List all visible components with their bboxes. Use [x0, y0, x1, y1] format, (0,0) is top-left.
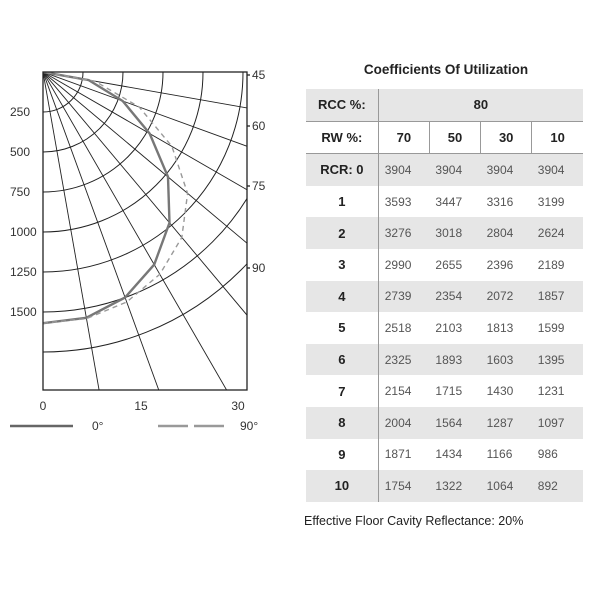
cu-row: [306, 186, 583, 218]
radial-tick-label: 1250: [10, 265, 37, 279]
cu-cell: 2354: [429, 281, 480, 313]
cu-cell: 2624: [532, 217, 583, 249]
polar-ring: [0, 0, 163, 192]
cu-cell: 986: [537, 447, 558, 462]
polar-radial-line: [43, 72, 300, 236]
cu-cell: 1813: [486, 320, 514, 335]
cu-cell: 1395: [532, 344, 583, 376]
rcc-value: 80: [378, 89, 583, 121]
rcr-label: 9: [306, 439, 378, 471]
cu-cell: 2004: [378, 407, 429, 439]
cu-cell: 3904: [481, 154, 532, 186]
cu-cell: 1603: [481, 344, 532, 376]
cu-cell: 1166: [486, 447, 513, 462]
angle-tick-label: 75: [252, 179, 266, 193]
rcr-label: 2: [306, 217, 378, 249]
rcr-label: 6: [306, 344, 378, 376]
cu-cell: 3593: [384, 194, 412, 209]
rcr-label: 10: [306, 470, 378, 502]
cu-cell: 1430: [486, 384, 514, 399]
cu-cell: 2804: [481, 217, 532, 249]
rw-value: 70: [378, 121, 429, 154]
cu-cell: 2189: [537, 257, 565, 272]
polar-radial-line: [43, 72, 300, 155]
curve-0-degree: [43, 72, 170, 323]
cu-cell: 2072: [481, 281, 532, 313]
rw-value: 50: [429, 121, 480, 154]
cu-cell: 2154: [384, 384, 412, 399]
cu-cell: 1871: [384, 447, 412, 462]
angle-tick-label: 90: [252, 261, 266, 275]
cu-cell: 2518: [384, 320, 412, 335]
radial-tick-label: 750: [10, 185, 31, 199]
cu-cell: 3276: [378, 217, 429, 249]
cu-cell: 1599: [537, 320, 565, 335]
rw-row: [306, 121, 583, 154]
rcr-label: 7: [306, 375, 378, 407]
legend-label-0deg: 0°: [92, 419, 104, 433]
rw-value: 10: [532, 121, 583, 154]
angle-tick-label: 45: [252, 68, 266, 82]
legend-label-90deg: 90°: [240, 419, 259, 433]
angle-tick-label: 0: [39, 399, 47, 413]
cu-row: [306, 439, 583, 471]
cu-row: [306, 249, 583, 281]
cu-row: [306, 217, 583, 249]
rcc-label: RCC %:: [306, 89, 378, 121]
cu-cell: 1231: [537, 384, 565, 399]
cu-cell: 2739: [378, 281, 429, 313]
cu-row: [306, 281, 583, 313]
cu-row: [306, 375, 583, 407]
cu-row: [306, 470, 583, 502]
radial-tick-label: 500: [10, 145, 31, 159]
polar-ring: [0, 0, 203, 232]
cu-row: [306, 312, 583, 344]
rcc-row: [306, 89, 583, 121]
cu-cell: 3447: [435, 194, 463, 209]
cu-cell: 2103: [435, 320, 463, 335]
cu-cell: 3018: [429, 217, 480, 249]
cu-cell: 1434: [435, 447, 463, 462]
cu-cell: 3904: [532, 154, 583, 186]
cu-cell: 2655: [435, 257, 463, 272]
rcr-label: 1: [306, 186, 378, 218]
cu-cell: 1857: [532, 281, 583, 313]
cu-cell: 1893: [429, 344, 480, 376]
polar-ring: [0, 0, 300, 352]
cu-row: [306, 407, 583, 439]
rw-value: 30: [481, 121, 532, 154]
radial-tick-label: 1000: [10, 225, 37, 239]
radial-tick-label: 1500: [10, 305, 37, 319]
cu-cell: 2325: [378, 344, 429, 376]
cu-cell: 3199: [537, 194, 565, 209]
cu-row: [306, 344, 583, 376]
cu-table-title: Coefficients Of Utilization: [363, 62, 529, 77]
cu-cell: 892: [532, 470, 583, 502]
angle-tick-label: 30: [231, 399, 245, 413]
plot-frame: [43, 72, 247, 390]
cu-cell: 3904: [378, 154, 429, 186]
rcr-label: 3: [306, 249, 378, 281]
cu-cell: 1097: [532, 407, 583, 439]
cu-row: [306, 154, 583, 186]
cu-cell: 3316: [486, 194, 514, 209]
radial-tick-label: 250: [10, 105, 31, 119]
cu-cell: 1754: [378, 470, 429, 502]
cu-cell: 1715: [435, 384, 463, 399]
cu-cell: 3904: [429, 154, 480, 186]
rcr-label: RCR: 0: [306, 154, 378, 186]
cu-cell: 1564: [429, 407, 480, 439]
cu-cell: 2396: [486, 257, 514, 272]
angle-tick-label: 15: [134, 399, 148, 413]
rw-label: RW %:: [306, 121, 378, 154]
polar-candela-chart: [0, 0, 300, 460]
chart-legend: [10, 419, 258, 433]
cu-cell: 2990: [384, 257, 412, 272]
rcr-label: 8: [306, 407, 378, 439]
angle-tick-label: 60: [252, 119, 266, 133]
cu-cell: 1064: [481, 470, 532, 502]
rcr-label: 5: [306, 312, 378, 344]
rcr-label: 4: [306, 281, 378, 313]
cu-table-body: [306, 154, 583, 502]
floor-cavity-note: Effective Floor Cavity Reflectance: 20%: [304, 514, 524, 528]
polar-radial-line: [43, 72, 207, 460]
cu-cell: 1322: [429, 470, 480, 502]
cu-table: [306, 89, 583, 502]
cu-cell: 1287: [481, 407, 532, 439]
